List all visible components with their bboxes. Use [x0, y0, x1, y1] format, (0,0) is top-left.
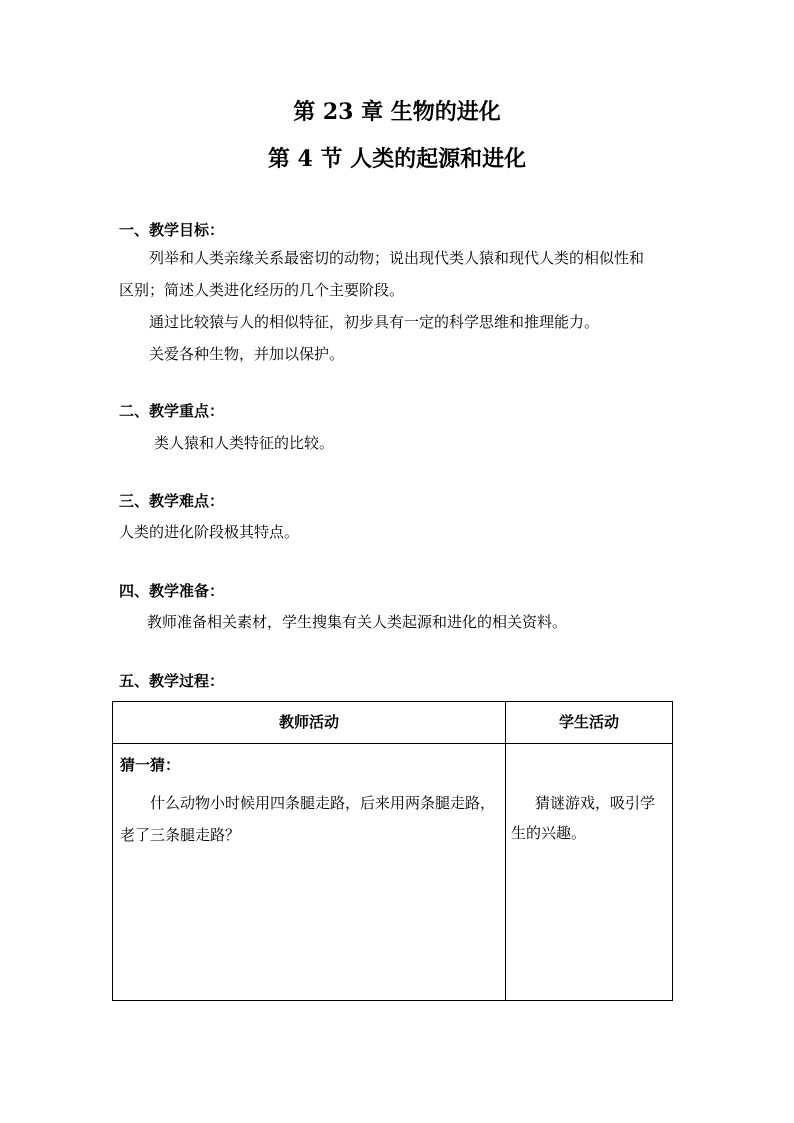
- difficulties-text: 人类的进化阶段极其特点。: [119, 523, 300, 541]
- goals-line-2: 区别；简述人类进化经历的几个主要阶段。: [119, 281, 405, 299]
- student-cell-line-1: 猜谜游戏，吸引学: [535, 794, 656, 812]
- preparation-text: 教师准备相关素材，学生搜集有关人类起源和进化的相关资料。: [147, 613, 568, 631]
- goals-heading: 一、教学目标：: [119, 221, 225, 239]
- section-title: 第 4 节 人类的起源和进化: [267, 146, 527, 172]
- key-points-heading: 二、教学重点：: [119, 402, 225, 420]
- process-heading: 五、教学过程：: [119, 672, 225, 690]
- teacher-cell-line-2: 老了三条腿走路？: [120, 826, 241, 844]
- chapter-title: 第 23 章 生物的进化: [293, 99, 501, 125]
- student-cell-line-2: 生的兴趣。: [511, 824, 587, 842]
- table-header-student: 学生活动: [558, 713, 619, 731]
- preparation-heading: 四、教学准备：: [119, 582, 225, 600]
- goals-line-1: 列举和人类亲缘关系最密切的动物；说出现代类人猿和现代人类的相似性和: [149, 249, 645, 267]
- goals-line-3: 通过比较猿与人的相似特征，初步具有一定的科学思维和推理能力。: [149, 313, 600, 331]
- table-header-teacher: 教师活动: [278, 713, 339, 731]
- difficulties-heading: 三、教学难点：: [119, 492, 225, 510]
- table-column-divider: [505, 702, 506, 1000]
- table-header-divider: [113, 743, 672, 744]
- teacher-cell-label: 猜一猜：: [120, 756, 181, 774]
- teacher-cell-line-1: 什么动物小时候用四条腿走路，后来用两条腿走路，: [150, 794, 496, 812]
- goals-line-4: 关爱各种生物，并加以保护。: [149, 345, 345, 363]
- key-points-text: 类人猿和人类特征的比较。: [154, 434, 335, 452]
- process-table: [112, 701, 673, 1001]
